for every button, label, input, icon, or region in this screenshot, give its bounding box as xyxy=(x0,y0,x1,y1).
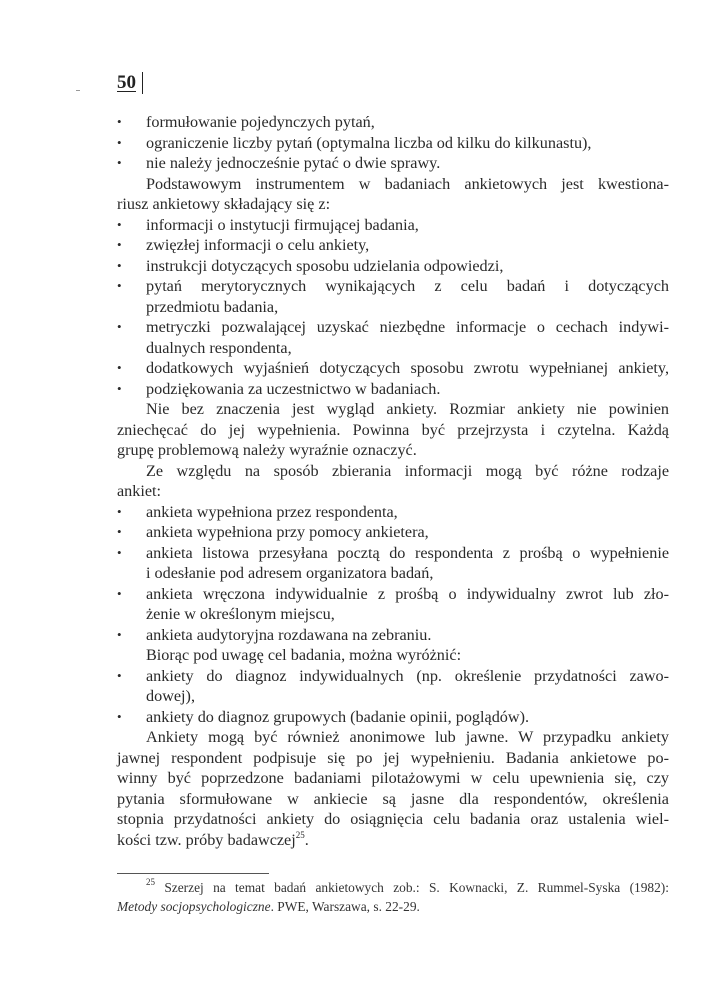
paragraph-line: riusz ankietowy składający się z: xyxy=(117,195,331,213)
list-item: • ankiety do diagnoz indywidualnych (np. określenie przydatności zawo- xyxy=(117,666,669,687)
list-item: • ankieta wręczona indywidualnie z prośbą o indywidualny zwrot lub zło- xyxy=(117,584,669,605)
list-item: • formułowanie pojedynczych pytań, xyxy=(117,112,669,133)
list-item: • dodatkowych wyjaśnień dotyczących sposobu zwrotu wypełnianej ankiety, xyxy=(117,358,669,379)
footnote-divider xyxy=(117,873,269,874)
list-item: • ankieta wypełniona przy pomocy ankietera, xyxy=(117,522,669,543)
list-item: • ankieta wypełniona przez respondenta, xyxy=(117,502,669,523)
list-item: • ankieta listowa przesyłana pocztą do respondenta z prośbą o wypełnienie xyxy=(117,543,669,564)
list-item-continuation: żenie w określonym miejscu, xyxy=(146,605,335,623)
paragraph-line: zniechęcać do jej wypełnienia. Powinna być przejrzysta i czytelna. Każdą xyxy=(117,420,669,439)
paragraph-line xyxy=(117,830,669,851)
paragraph-text: . xyxy=(304,830,309,849)
list-item: • podziękowania za uczestnictwo w badaniach. xyxy=(117,379,669,400)
list-item: • instrukcji dotyczących sposobu udzielania odpowiedzi, xyxy=(117,256,669,277)
body-text xyxy=(117,112,669,850)
paragraph-line: Podstawowym instrumentem w badaniach ankietowych jest kwestiona- xyxy=(146,174,669,193)
paragraph-line: Ze względu na sposób zbierania informacji mogą być różne rodzaje xyxy=(146,461,669,480)
list-item: • informacji o instytucji firmującej badania, xyxy=(117,215,669,236)
list-item: • nie należy jednocześnie pytać o dwie sprawy. xyxy=(117,153,669,174)
list-item-continuation: i odesłanie pod adresem organizatora badań, xyxy=(146,564,434,582)
paragraph-line: grupę problemową należy wyraźnie oznaczyć. xyxy=(117,441,417,459)
list-item: • zwięzłej informacji o celu ankiety, xyxy=(117,235,669,256)
paragraph-line: winny być poprzedzone badaniami pilotażowymi w celu upewnienia się, czy xyxy=(117,769,669,787)
footnote-line xyxy=(117,897,669,916)
list-item: • ograniczenie liczby pytań (optymalna liczba od kilku do kilkunastu), xyxy=(117,133,669,154)
list-item: • pytań merytorycznych wynikających z celu badań i dotyczących xyxy=(117,276,669,297)
list-item-continuation: dowej), xyxy=(146,687,195,705)
page-number: 50 xyxy=(117,72,143,94)
paragraph-line: ankiet: xyxy=(117,482,162,500)
list-item-continuation: dualnych respondenta, xyxy=(146,338,292,357)
footnote-mark: 25 xyxy=(146,877,155,887)
list-item: • ankiety do diagnoz grupowych (badanie opinii, poglądów). xyxy=(117,707,669,728)
footnote xyxy=(117,878,669,916)
paragraph-line: jawnej respondent podpisuje się po jej wypełnieniu. Badania ankietowe po- xyxy=(117,748,669,767)
footnote-text: Szerzej na temat badań ankietowych zob.: S. Kownacki, Z. Rummel-Syska (1982): xyxy=(155,880,669,895)
footnote-book-title: Metody socjopsychologiczne xyxy=(117,899,271,914)
paragraph-line: Biorąc pod uwagę cel badania, można wyróżnić: xyxy=(146,646,462,664)
paragraph-line: stopnia przydatności ankiety do osiągnięcia celu badania oraz ustalenia wiel- xyxy=(117,810,669,828)
scan-mark xyxy=(76,90,80,91)
paragraph-line: Ankiety mogą być również anonimowe lub jawne. W przypadku ankiety xyxy=(146,728,669,746)
list-item: • metryczki pozwalającej uzyskać niezbędne informacje o cechach indywi- xyxy=(117,317,669,338)
list-item: • ankieta audytoryjna rozdawana na zebraniu. xyxy=(117,625,669,646)
paragraph-text: kości tzw. próby badawczej xyxy=(117,830,296,849)
footnote-text: . PWE, Warszawa, s. 22-29. xyxy=(270,899,420,914)
list-item-continuation: przedmiotu badania, xyxy=(146,297,279,316)
paragraph-line: pytania sformułowane w ankiecie są jasne dla respondentów, określenia xyxy=(117,789,669,808)
footnote-reference[interactable]: 25 xyxy=(295,829,305,840)
footnote-line xyxy=(117,878,669,897)
paragraph-line: Nie bez znaczenia jest wygląd ankiety. Rozmiar ankiety nie powinien xyxy=(146,400,669,418)
